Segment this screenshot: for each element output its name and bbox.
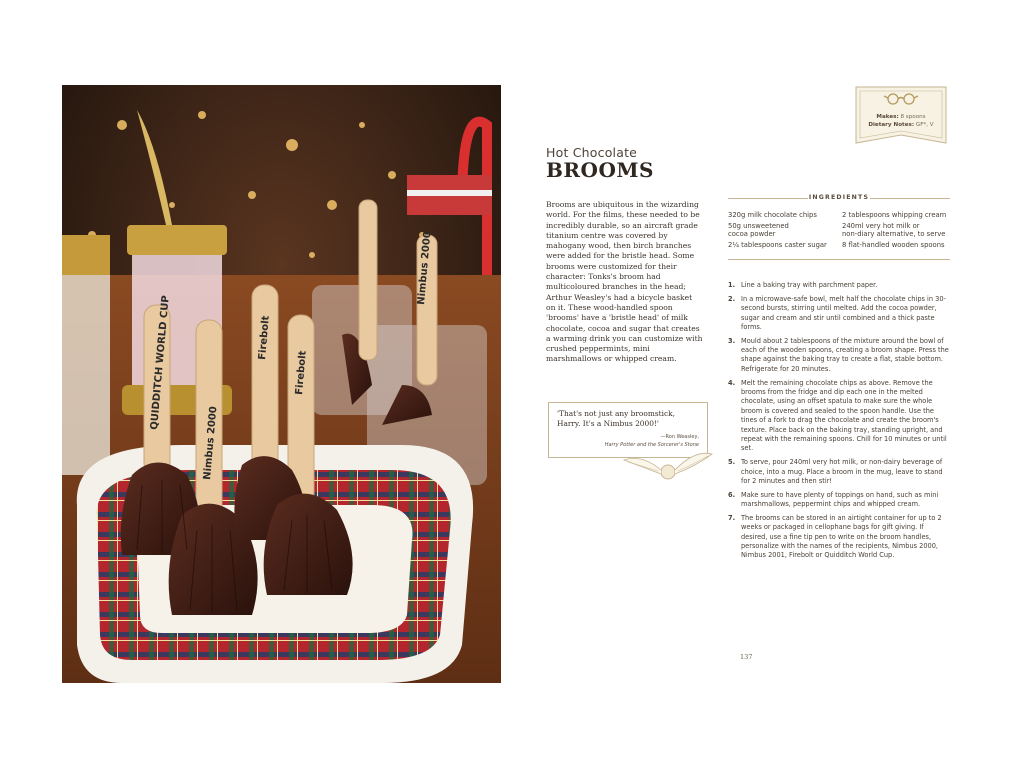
golden-snitch-icon xyxy=(622,444,714,488)
ingredients-divider xyxy=(728,259,950,260)
ingredient-item: 240ml very hot milk or xyxy=(842,221,920,230)
ingredient-item: 2 tablespoons whipping cream xyxy=(842,211,947,219)
step-number: 2. xyxy=(728,294,736,303)
photo-label-3: Firebolt xyxy=(257,315,272,361)
quote-source: Harry Potter and the Sorcerer's Stone xyxy=(604,441,699,448)
ingredient-item: 2¼ tablespoons caster sugar xyxy=(728,240,827,249)
intro-text: Brooms are ubiquitous in the wizarding world. For the films, these needed to be incredibly durable, so an aircraft grade titanium centre was covered by mahogany wood, then birch branches were added for the bristle head. Some brooms were customized for their character: Tonks's broom had multicoloured branches in the head; Arthur Weasley's had a bicycle basket on it. These wood-handled spoon 'brooms' have a 'bristle head' of milk chocolate, cocoa and sugar that creates a warming drink you can customize with crushed peppermints, mini marshmallows or whipped cream. xyxy=(546,200,703,364)
ingredients-heading-label: INGREDIENTS xyxy=(808,194,870,201)
step-item xyxy=(728,514,950,561)
quote-text: 'That's not just any broomstick, Harry. It's a Nimbus 2000!' xyxy=(557,409,675,428)
photo-label-5: Nimbus 2000 xyxy=(416,230,434,306)
step-item xyxy=(728,458,950,486)
makes-label: Makes: xyxy=(876,114,899,120)
ingredient-item: cocoa powder xyxy=(728,230,776,239)
ingredient-item: 8 flat-handled wooden spoons xyxy=(842,240,945,249)
ingredient-item: non-diary alternative, to serve xyxy=(842,230,946,239)
ingredients-heading xyxy=(728,192,950,204)
intro-paragraph xyxy=(546,200,704,365)
step-text: Line a baking tray with parchment paper. xyxy=(741,281,878,289)
photo-label-2: Nimbus 2000 xyxy=(202,405,220,481)
quote-speaker: —Ron Weasley, xyxy=(660,434,699,440)
step-text: Melt the remaining chocolate chips as above. Remove the brooms from the fridge and dip each one in the melted chocolate, using an offset spatula to make sure the whole broom is covered and sealed to the spoon handle. Use the tines of a fork to drag the chocolate and create the broom's texture. Place back on the baking tray, standing upright, and repeat with the remaining spoons. Chill for 10 minutes or until set. xyxy=(741,378,947,453)
page-number: 137 xyxy=(740,653,753,661)
step-number: 7. xyxy=(728,513,736,522)
method-steps xyxy=(728,281,950,565)
step-number: 1. xyxy=(728,281,736,289)
ingredients-left xyxy=(728,211,838,249)
step-text: Make sure to have plenty of toppings on hand, such as mini marshmallows, peppermint chips and whipped cream. xyxy=(741,490,939,509)
step-text: To serve, pour 240ml very hot milk, or non-dairy beverage of choice, into a mug. Place a broom in the mug, leave to stand for 2 minutes and then stir! xyxy=(741,458,943,485)
recipe-title: BROOMS xyxy=(546,158,654,182)
step-item xyxy=(728,295,950,333)
step-number: 5. xyxy=(728,458,736,467)
step-number: 4. xyxy=(728,378,736,387)
photo-label-1: QUIDDITCH WORLD CUP xyxy=(149,294,172,431)
dietary-label: Dietary Notes: xyxy=(868,122,915,128)
recipe-photo xyxy=(62,85,501,683)
makes-value: 8 spoons xyxy=(900,114,926,120)
step-item xyxy=(728,337,950,375)
step-text: Mould about 2 tablespoons of the mixture around the bowl of each of the wooden spoons, creating a broom shape. Press the shape against the baking tray to create a flat, stable bottom. Refrigerate for 20 minutes. xyxy=(741,336,949,373)
ingredient-item: 320g milk chocolate chips xyxy=(728,211,817,219)
recipe-subtitle: Hot Chocolate xyxy=(546,145,638,160)
dietary-value: GF*, V xyxy=(915,122,934,128)
step-text: In a microwave-safe bowl, melt half the chocolate chips in 30-second bursts, stirring until melted. Add the cocoa powder, sugar and cream and stir until combined and a thick paste forms. xyxy=(741,294,946,331)
step-number: 3. xyxy=(728,336,736,345)
ingredient-item: 50g unsweetened xyxy=(728,221,789,230)
photo-label-4: Firebolt xyxy=(294,350,309,396)
step-item xyxy=(728,491,950,510)
step-item xyxy=(728,379,950,454)
step-item xyxy=(728,281,950,290)
servings-badge xyxy=(854,85,948,145)
ingredients-right xyxy=(842,211,957,249)
step-number: 6. xyxy=(728,490,736,499)
step-text: The brooms can be stored in an airtight container for up to 2 weeks or packaged in cellophane bags for gift giving. If desired, use a fine tip pen to write on the broom handles, personalize with the names of the recipients, Nimbus 2000, Nimbus 2001, Firebolt or Quidditch World Cup. xyxy=(741,513,942,560)
